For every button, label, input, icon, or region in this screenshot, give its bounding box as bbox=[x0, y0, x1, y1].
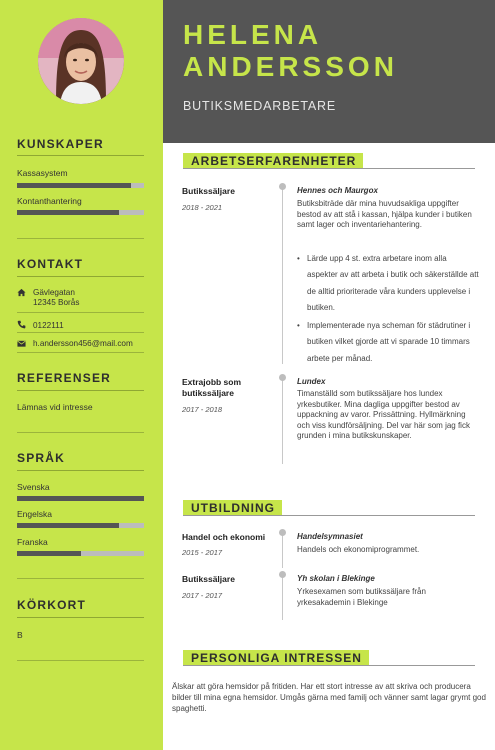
job-dates: 2017 - 2018 bbox=[182, 405, 223, 414]
references-heading: REFERENSER bbox=[17, 371, 112, 385]
phone-icon bbox=[17, 320, 26, 329]
job-title: BUTIKSMEDARBETARE bbox=[183, 99, 336, 113]
header bbox=[163, 0, 495, 143]
email-address: h.andersson456@mail.com bbox=[33, 339, 133, 348]
job-bullet: • Implementerade nya scheman för städrutiner i butiken vilket gjorde att vi sparade 10 timmars arbete per månad. bbox=[297, 318, 479, 367]
sidebar bbox=[0, 0, 163, 750]
interests-divider bbox=[183, 665, 475, 666]
languages-divider bbox=[17, 470, 144, 471]
school-name: Handelsymnasiet bbox=[297, 532, 363, 541]
references-text: Lämnas vid intresse bbox=[17, 402, 93, 412]
education-divider bbox=[183, 515, 475, 516]
license-divider bbox=[17, 617, 144, 618]
contact-heading: KONTAKT bbox=[17, 257, 84, 271]
experience-heading: ARBETSERFARENHETER bbox=[183, 153, 363, 168]
timeline-line bbox=[282, 533, 283, 568]
job-title: Extrajobb som butikssäljare bbox=[182, 377, 242, 398]
education-dates: 2017 - 2017 bbox=[182, 591, 223, 600]
education-title: Handel och ekonomi bbox=[182, 532, 266, 542]
timeline-dot bbox=[279, 529, 286, 536]
skill-bar bbox=[17, 210, 144, 215]
skills-heading: KUNSKAPER bbox=[17, 137, 104, 151]
skill-bar bbox=[17, 183, 144, 188]
job-title: Butikssäljare bbox=[182, 186, 235, 196]
school-name: Yh skolan i Blekinge bbox=[297, 574, 375, 583]
job-description: Butiksbiträde där mina huvudsakliga uppgifter bestod av att stå i kassan, hjälpa kunder i butiken samt lager och inventariehantering. bbox=[297, 199, 472, 230]
skill-label: Kontanthantering bbox=[17, 196, 82, 206]
contact-row-divider bbox=[17, 312, 144, 313]
education-description: Handels och ekonomiprogrammet. bbox=[297, 545, 420, 554]
home-icon bbox=[17, 288, 26, 297]
license-heading: KÖRKORT bbox=[17, 598, 87, 612]
language-label: Franska bbox=[17, 537, 48, 547]
skills-divider bbox=[17, 155, 144, 156]
education-heading: UTBILDNING bbox=[183, 500, 282, 515]
education-dates: 2015 - 2017 bbox=[182, 548, 223, 557]
address-line1: Gävlegatan bbox=[33, 288, 75, 297]
languages-heading: SPRÅK bbox=[17, 451, 66, 465]
timeline-dot bbox=[279, 374, 286, 381]
main-content bbox=[163, 143, 495, 750]
education-description: Yrkesexamen som butikssäljare från yrkesakademin i Blekinge bbox=[297, 587, 426, 607]
timeline-dot bbox=[279, 183, 286, 190]
last-name: ANDERSSON bbox=[183, 51, 398, 82]
references-divider bbox=[17, 390, 144, 391]
section-divider bbox=[17, 352, 144, 353]
job-dates: 2018 - 2021 bbox=[182, 203, 223, 212]
timeline-line bbox=[282, 378, 283, 464]
license-text: B bbox=[17, 630, 23, 640]
language-bar bbox=[17, 523, 144, 528]
job-bullets bbox=[297, 251, 479, 369]
language-bar bbox=[17, 496, 144, 501]
language-label: Svenska bbox=[17, 482, 50, 492]
interests-heading: PERSONLIGA INTRESSEN bbox=[183, 650, 369, 665]
timeline-line bbox=[282, 575, 283, 620]
education-title: Butikssäljare bbox=[182, 574, 235, 584]
section-divider bbox=[17, 432, 144, 433]
job-bullet: • Lärde upp 4 st. extra arbetare inom alla aspekter av att arbeta i butik och säkerställde att de alltid prioriterade våra kunders upplevelse i butiken. bbox=[297, 251, 479, 316]
language-label: Engelska bbox=[17, 509, 52, 519]
section-divider bbox=[17, 238, 144, 239]
experience-divider bbox=[183, 168, 475, 169]
address-line2: 12345 Borås bbox=[33, 298, 80, 307]
contact-row-divider bbox=[17, 332, 144, 333]
contact-divider bbox=[17, 276, 144, 277]
skill-label: Kassasystem bbox=[17, 168, 68, 178]
interests-text: Älskar att göra hemsidor på fritiden. Har ett stort intresse av att skriva och producera bilder till mina egna hemsidor. Umgås gärna med familj och vänner samt lagar grymt god spaghetti. bbox=[172, 682, 486, 713]
timeline-dot bbox=[279, 571, 286, 578]
language-bar bbox=[17, 551, 144, 556]
phone-number: 0122111 bbox=[33, 321, 64, 330]
timeline-line bbox=[282, 187, 283, 364]
job-description: Timanställd som butikssäljare hos lundex yrkesbutiker. Mina dagliga uppgifter bestod av uppackning av varor. Prissättning. Hyllmärkning och viss kundförsäljning. Del var här som jag fick grunden i mina butikskunskaper. bbox=[297, 389, 470, 441]
envelope-icon bbox=[17, 339, 26, 348]
profile-photo bbox=[38, 18, 124, 104]
employer-name: Lundex bbox=[297, 377, 326, 386]
section-divider bbox=[17, 578, 144, 579]
employer-name: Hennes och Maurgox bbox=[297, 186, 378, 195]
section-divider bbox=[17, 660, 144, 661]
first-name: HELENA bbox=[183, 19, 323, 50]
